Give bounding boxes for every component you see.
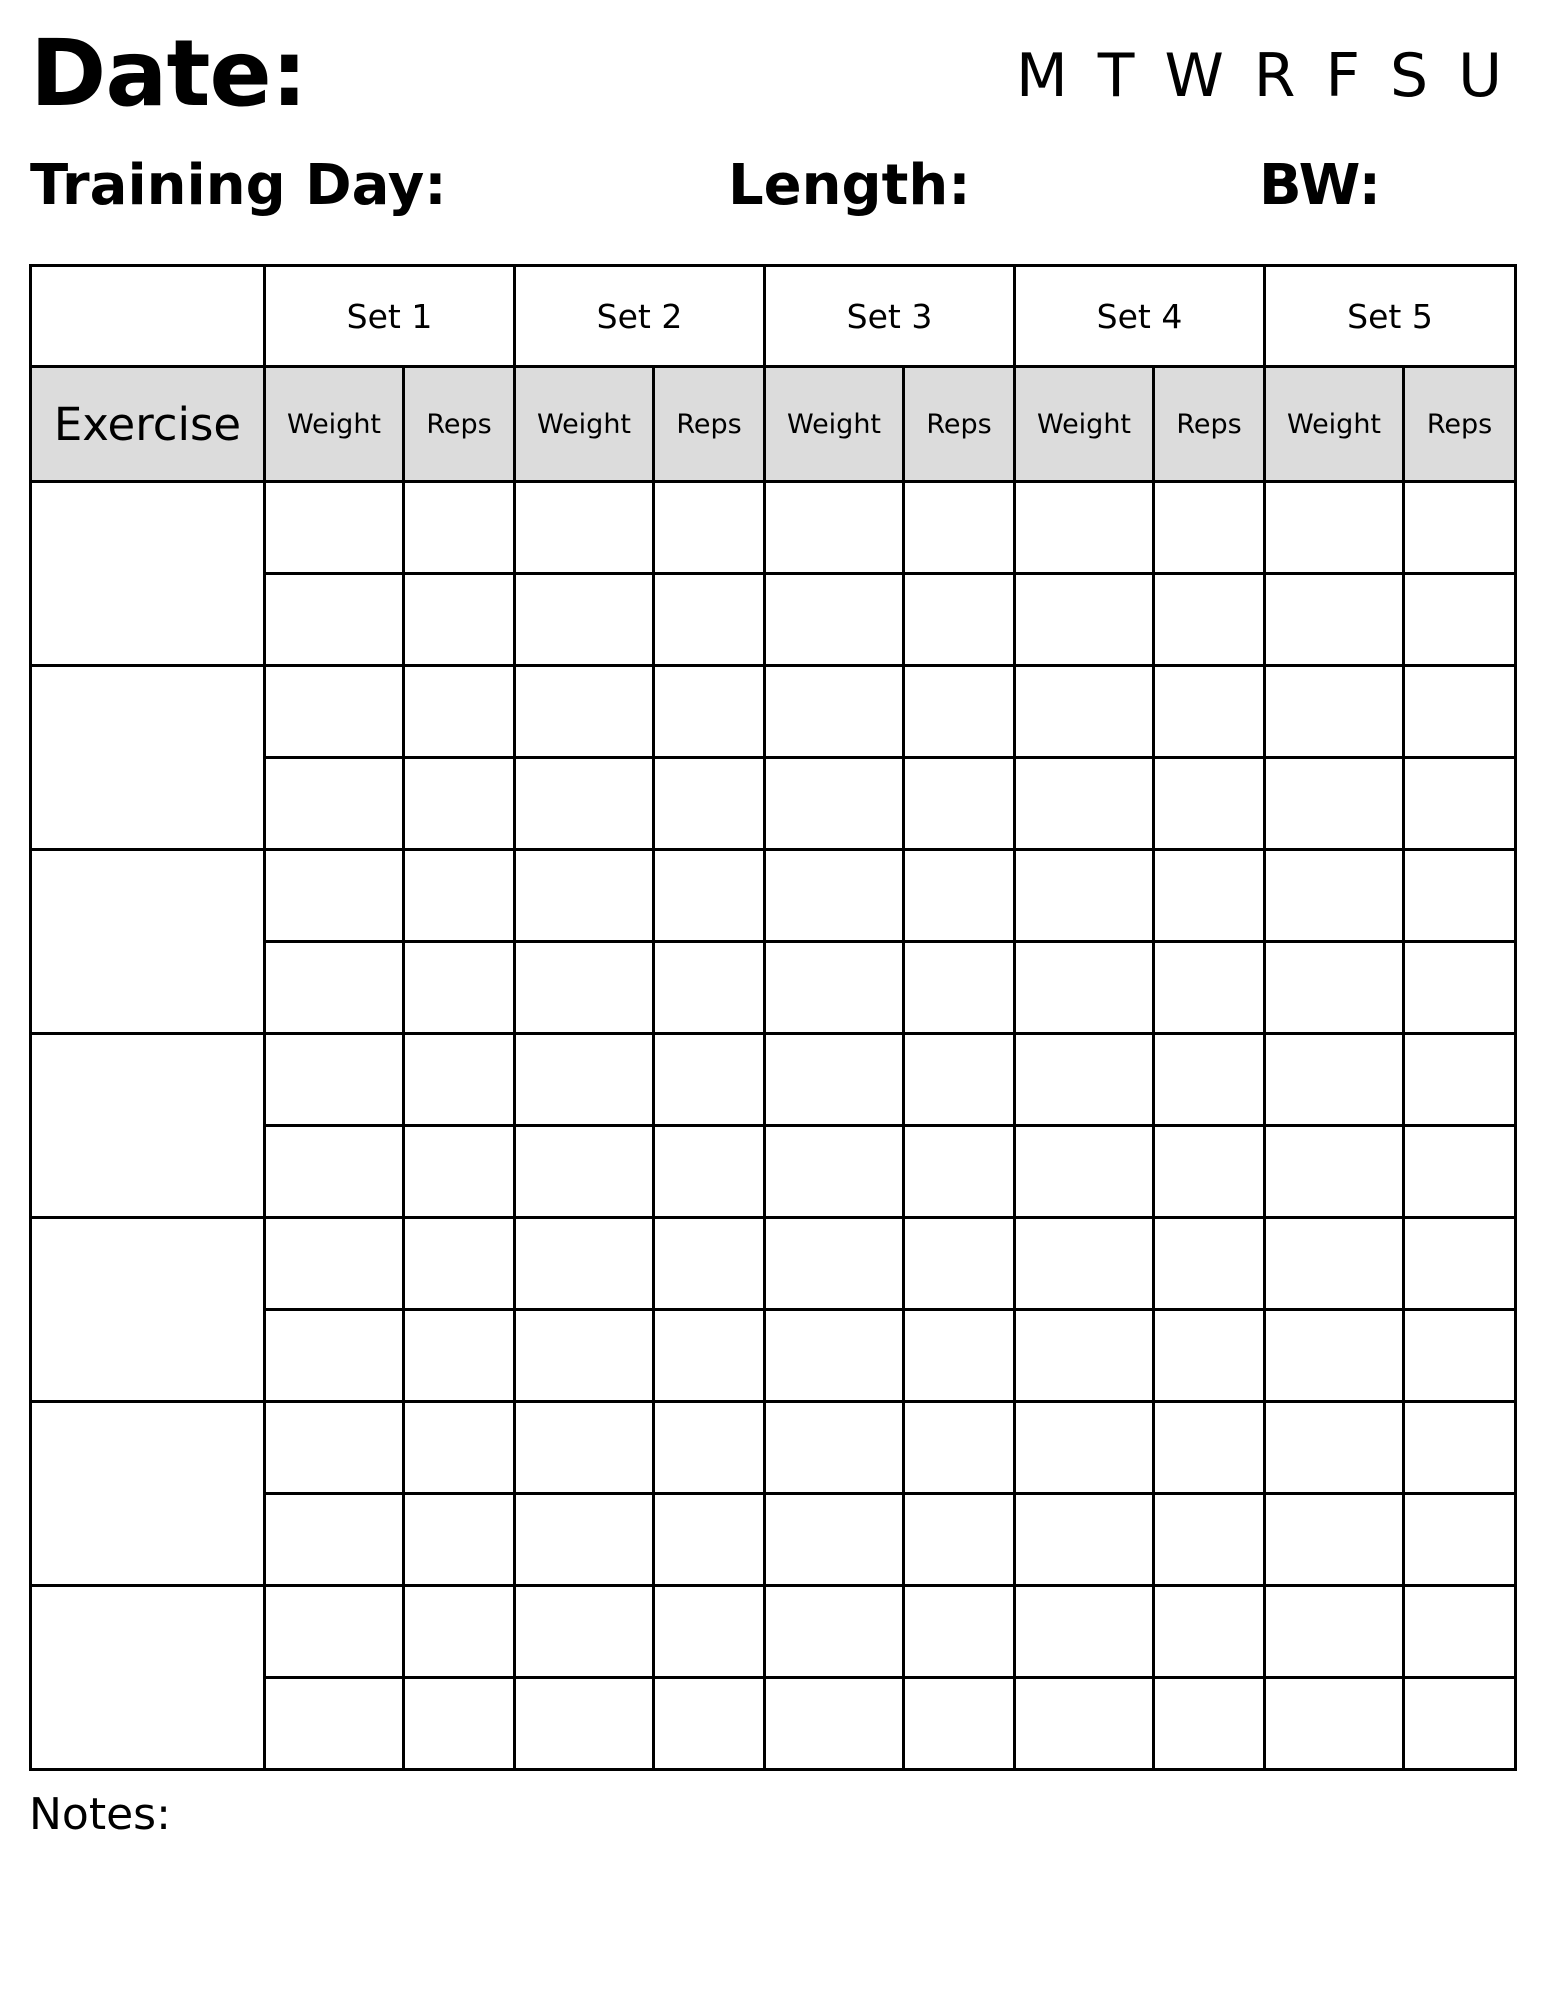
reps-entry-cell[interactable]: [404, 758, 515, 850]
column-header-row: [31, 367, 1516, 482]
reps-entry-cell[interactable]: [1404, 1218, 1516, 1310]
reps-entry-cell[interactable]: [904, 1586, 1015, 1678]
reps-entry-cell[interactable]: [1154, 1034, 1265, 1126]
reps-entry-cell[interactable]: [1404, 482, 1516, 574]
reps-entry-cell[interactable]: [654, 1126, 765, 1218]
weight-entry-cell[interactable]: [765, 942, 904, 1034]
exercise-entry-row: [31, 1586, 1516, 1678]
weight-entry-cell[interactable]: [515, 574, 654, 666]
reps-entry-cell[interactable]: [904, 942, 1015, 1034]
weekday-saturday[interactable]: S: [1389, 41, 1429, 111]
reps-entry-cell[interactable]: [1154, 1218, 1265, 1310]
weight-entry-cell[interactable]: [1265, 574, 1404, 666]
weight-entry-cell[interactable]: [765, 850, 904, 942]
reps-entry-cell[interactable]: [654, 1034, 765, 1126]
reps-entry-cell[interactable]: [1404, 1402, 1516, 1494]
weight-entry-cell[interactable]: [765, 1034, 904, 1126]
reps-entry-cell[interactable]: [1154, 666, 1265, 758]
reps-entry-cell[interactable]: [654, 1586, 765, 1678]
reps-entry-cell[interactable]: [904, 574, 1015, 666]
weekday-tuesday[interactable]: T: [1097, 41, 1135, 111]
reps-column-header: Reps: [904, 367, 1015, 482]
weight-entry-cell[interactable]: [1265, 666, 1404, 758]
weight-entry-cell[interactable]: [1015, 942, 1154, 1034]
weight-entry-cell[interactable]: [515, 850, 654, 942]
weight-entry-cell[interactable]: [1265, 1586, 1404, 1678]
weight-entry-cell[interactable]: [1015, 1218, 1154, 1310]
weight-entry-cell[interactable]: [765, 1494, 904, 1586]
weight-entry-cell[interactable]: [1015, 482, 1154, 574]
reps-entry-cell[interactable]: [654, 942, 765, 1034]
reps-entry-cell[interactable]: [404, 1310, 515, 1402]
reps-column-header: Reps: [1154, 367, 1265, 482]
reps-entry-cell[interactable]: [1404, 1586, 1516, 1678]
date-label: Date:: [30, 20, 307, 127]
reps-entry-cell[interactable]: [904, 1126, 1015, 1218]
set-header-row: [31, 266, 1516, 367]
reps-entry-cell[interactable]: [404, 1586, 515, 1678]
weight-entry-cell[interactable]: [1265, 942, 1404, 1034]
weekday-friday[interactable]: F: [1325, 41, 1360, 111]
reps-column-header: Reps: [1404, 367, 1516, 482]
weight-entry-cell[interactable]: [515, 1586, 654, 1678]
weight-entry-cell[interactable]: [765, 574, 904, 666]
reps-entry-cell[interactable]: [1154, 942, 1265, 1034]
weight-entry-cell[interactable]: [515, 1126, 654, 1218]
set-4-header: Set 4: [1015, 266, 1265, 367]
weight-entry-cell[interactable]: [1015, 850, 1154, 942]
weight-entry-cell[interactable]: [515, 758, 654, 850]
reps-entry-cell[interactable]: [404, 482, 515, 574]
weight-column-header: Weight: [515, 367, 654, 482]
weight-entry-cell[interactable]: [1265, 1402, 1404, 1494]
reps-entry-cell[interactable]: [404, 574, 515, 666]
weight-entry-cell[interactable]: [765, 1586, 904, 1678]
notes-label: Notes:: [29, 1789, 171, 1840]
reps-entry-cell[interactable]: [904, 1494, 1015, 1586]
weight-entry-cell[interactable]: [515, 1402, 654, 1494]
weight-entry-cell[interactable]: [1015, 1494, 1154, 1586]
reps-entry-cell[interactable]: [404, 1678, 515, 1770]
exercise-entry-row: [31, 666, 1516, 758]
reps-entry-cell[interactable]: [904, 1034, 1015, 1126]
reps-entry-cell[interactable]: [1154, 758, 1265, 850]
weight-entry-cell[interactable]: [1265, 482, 1404, 574]
reps-entry-cell[interactable]: [654, 482, 765, 574]
reps-entry-cell[interactable]: [1154, 574, 1265, 666]
weight-entry-cell[interactable]: [765, 758, 904, 850]
exercise-name-cell[interactable]: [31, 1402, 265, 1586]
reps-entry-cell[interactable]: [904, 1218, 1015, 1310]
exercise-entry-row: [31, 1218, 1516, 1310]
weight-entry-cell[interactable]: [765, 666, 904, 758]
reps-entry-cell[interactable]: [1154, 850, 1265, 942]
bodyweight-label: BW:: [1259, 153, 1382, 218]
reps-entry-cell[interactable]: [1154, 1126, 1265, 1218]
weight-entry-cell[interactable]: [765, 1678, 904, 1770]
set-2-header: Set 2: [515, 266, 765, 367]
weight-column-header: Weight: [765, 367, 904, 482]
reps-entry-cell[interactable]: [904, 850, 1015, 942]
exercise-name-cell[interactable]: [31, 666, 265, 850]
weight-entry-cell[interactable]: [1265, 1218, 1404, 1310]
weight-entry-cell[interactable]: [765, 1126, 904, 1218]
reps-entry-cell[interactable]: [654, 574, 765, 666]
exercise-entry-row: [31, 850, 1516, 942]
weight-entry-cell[interactable]: [1015, 758, 1154, 850]
exercise-name-cell[interactable]: [31, 1586, 265, 1770]
weight-entry-cell[interactable]: [1015, 1586, 1154, 1678]
reps-entry-cell[interactable]: [404, 850, 515, 942]
reps-entry-cell[interactable]: [654, 1402, 765, 1494]
weight-entry-cell[interactable]: [265, 850, 404, 942]
weight-entry-cell[interactable]: [1015, 666, 1154, 758]
reps-entry-cell[interactable]: [1404, 666, 1516, 758]
weight-entry-cell[interactable]: [1015, 1678, 1154, 1770]
exercise-name-cell[interactable]: [31, 1218, 265, 1402]
length-label: Length:: [728, 153, 971, 218]
weight-entry-cell[interactable]: [765, 482, 904, 574]
reps-entry-cell[interactable]: [1404, 1310, 1516, 1402]
weight-column-header: Weight: [265, 367, 404, 482]
reps-entry-cell[interactable]: [1404, 1678, 1516, 1770]
weight-entry-cell[interactable]: [265, 1402, 404, 1494]
workout-log-table: [29, 264, 1517, 1771]
weight-entry-cell[interactable]: [265, 1126, 404, 1218]
weight-entry-cell[interactable]: [515, 666, 654, 758]
reps-entry-cell[interactable]: [904, 482, 1015, 574]
reps-entry-cell[interactable]: [654, 850, 765, 942]
weight-entry-cell[interactable]: [515, 1034, 654, 1126]
set-1-header: Set 1: [265, 266, 515, 367]
reps-entry-cell[interactable]: [654, 1494, 765, 1586]
reps-entry-cell[interactable]: [1404, 574, 1516, 666]
reps-entry-cell[interactable]: [1154, 1586, 1265, 1678]
weight-entry-cell[interactable]: [1015, 1310, 1154, 1402]
weight-entry-cell[interactable]: [265, 1034, 404, 1126]
weekday-monday[interactable]: M: [1016, 41, 1068, 111]
reps-entry-cell[interactable]: [1154, 1494, 1265, 1586]
weight-entry-cell[interactable]: [1265, 758, 1404, 850]
weight-entry-cell[interactable]: [1015, 1126, 1154, 1218]
reps-entry-cell[interactable]: [904, 1678, 1015, 1770]
weight-entry-cell[interactable]: [265, 1586, 404, 1678]
weight-entry-cell[interactable]: [1265, 1126, 1404, 1218]
weight-entry-cell[interactable]: [1015, 1034, 1154, 1126]
weight-entry-cell[interactable]: [265, 1218, 404, 1310]
reps-column-header: Reps: [404, 367, 515, 482]
weekday-selector: [1016, 41, 1502, 111]
weight-column-header: Weight: [1265, 367, 1404, 482]
weight-entry-cell[interactable]: [265, 758, 404, 850]
weekday-wednesday[interactable]: W: [1164, 41, 1224, 111]
exercise-name-cell[interactable]: [31, 1034, 265, 1218]
reps-entry-cell[interactable]: [904, 1402, 1015, 1494]
exercise-name-cell[interactable]: [31, 482, 265, 666]
weight-entry-cell[interactable]: [1265, 1034, 1404, 1126]
weight-entry-cell[interactable]: [765, 1402, 904, 1494]
reps-entry-cell[interactable]: [1404, 1126, 1516, 1218]
training-day-label: Training Day:: [30, 153, 447, 218]
set-3-header: Set 3: [765, 266, 1015, 367]
reps-entry-cell[interactable]: [654, 758, 765, 850]
reps-entry-cell[interactable]: [404, 1402, 515, 1494]
weight-entry-cell[interactable]: [265, 482, 404, 574]
reps-entry-cell[interactable]: [1154, 1402, 1265, 1494]
weight-entry-cell[interactable]: [265, 942, 404, 1034]
weight-entry-cell[interactable]: [515, 1678, 654, 1770]
weight-entry-cell[interactable]: [765, 1310, 904, 1402]
reps-entry-cell[interactable]: [404, 1218, 515, 1310]
weekday-thursday[interactable]: R: [1253, 41, 1296, 111]
reps-entry-cell[interactable]: [654, 666, 765, 758]
weekday-sunday[interactable]: U: [1458, 41, 1502, 111]
exercise-name-cell[interactable]: [31, 850, 265, 1034]
reps-entry-cell[interactable]: [404, 1126, 515, 1218]
reps-entry-cell[interactable]: [1404, 850, 1516, 942]
weight-entry-cell[interactable]: [1265, 1310, 1404, 1402]
weight-entry-cell[interactable]: [765, 1218, 904, 1310]
weight-entry-cell[interactable]: [1265, 850, 1404, 942]
reps-entry-cell[interactable]: [1404, 1034, 1516, 1126]
weight-entry-cell[interactable]: [1265, 1678, 1404, 1770]
exercise-entry-row: [31, 1034, 1516, 1126]
weight-entry-cell[interactable]: [265, 1494, 404, 1586]
set-5-header: Set 5: [1265, 266, 1516, 367]
weight-entry-cell[interactable]: [515, 482, 654, 574]
reps-entry-cell[interactable]: [404, 1494, 515, 1586]
reps-column-header: Reps: [654, 367, 765, 482]
weight-entry-cell[interactable]: [265, 1310, 404, 1402]
weight-entry-cell[interactable]: [1015, 1402, 1154, 1494]
exercise-entry-row: [31, 482, 1516, 574]
reps-entry-cell[interactable]: [1154, 1310, 1265, 1402]
weight-entry-cell[interactable]: [515, 942, 654, 1034]
exercise-column-header: Exercise: [31, 367, 265, 482]
reps-entry-cell[interactable]: [1404, 1494, 1516, 1586]
reps-entry-cell[interactable]: [404, 942, 515, 1034]
reps-entry-cell[interactable]: [1404, 758, 1516, 850]
reps-entry-cell[interactable]: [404, 666, 515, 758]
weight-entry-cell[interactable]: [1265, 1494, 1404, 1586]
weight-entry-cell[interactable]: [515, 1494, 654, 1586]
reps-entry-cell[interactable]: [1154, 482, 1265, 574]
reps-entry-cell[interactable]: [1404, 942, 1516, 1034]
reps-entry-cell[interactable]: [904, 1310, 1015, 1402]
exercise-entry-row: [31, 1402, 1516, 1494]
reps-entry-cell[interactable]: [1154, 1678, 1265, 1770]
weight-entry-cell[interactable]: [265, 666, 404, 758]
reps-entry-cell[interactable]: [404, 1034, 515, 1126]
reps-entry-cell[interactable]: [904, 666, 1015, 758]
weight-column-header: Weight: [1015, 367, 1154, 482]
weight-entry-cell[interactable]: [265, 574, 404, 666]
reps-entry-cell[interactable]: [654, 1310, 765, 1402]
reps-entry-cell[interactable]: [654, 1218, 765, 1310]
corner-cell: [31, 266, 265, 367]
weight-entry-cell[interactable]: [515, 1310, 654, 1402]
reps-entry-cell[interactable]: [654, 1678, 765, 1770]
weight-entry-cell[interactable]: [515, 1218, 654, 1310]
weight-entry-cell[interactable]: [1015, 574, 1154, 666]
reps-entry-cell[interactable]: [904, 758, 1015, 850]
weight-entry-cell[interactable]: [265, 1678, 404, 1770]
